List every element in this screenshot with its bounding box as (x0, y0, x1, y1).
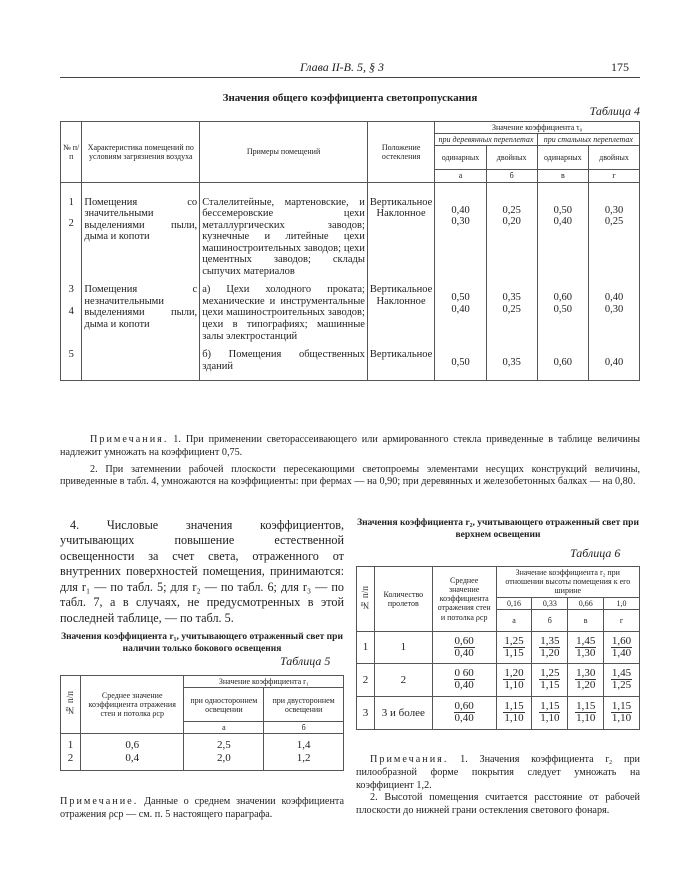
table-row (61, 278, 640, 343)
t4-col-letter-g: г (589, 170, 640, 182)
note-heading: Примечание. (60, 796, 139, 807)
table5-label: Таблица 5 (280, 654, 331, 668)
t4-row-num (61, 278, 82, 343)
table6-note-2: 2. Высотой помещения считается расстояние от рабочей плоскости до нижней грани остекления светового фонаря. (356, 792, 640, 816)
t4-row-b (486, 278, 537, 343)
value: 0,40 (454, 646, 474, 659)
t6-col-letter-a: а (496, 609, 532, 631)
t5-header-one-sided: при одностороннем освещении (184, 688, 264, 722)
t4-header-single-steel: одинарных (537, 146, 588, 170)
row-number: 2 (67, 752, 74, 765)
t4-col-letter-v: в (537, 170, 588, 182)
value: 0,40 (454, 712, 474, 725)
t5-header-two-sided: при двустороннем освещении (264, 688, 344, 722)
value: 1,20 (576, 679, 596, 692)
page-number: 175 (611, 60, 629, 74)
value: 0,35 (502, 357, 521, 369)
t4-header-double-steel: двойных (589, 146, 640, 170)
value: 0,60 (553, 357, 573, 369)
t4-header-num: № п/п (61, 122, 82, 183)
t6-col-letter-v: в (568, 609, 604, 631)
t4-row-position (367, 343, 434, 381)
table4-title: Значения общего коэффициента светопропускания (222, 92, 478, 104)
value: 0 60 (454, 667, 474, 680)
t4-row-v (537, 278, 588, 343)
t4-header-characteristic: Характеристика помещений по условиям загрязнения воздуха (82, 122, 200, 183)
value: 1,4 (296, 739, 311, 752)
value: 1,10 (540, 712, 560, 725)
table5 (60, 675, 344, 771)
t4-col-letter-b: б (486, 170, 537, 182)
t6-header-avg: Среднее значение коэффициента отражения стен и потолка ρср (432, 567, 496, 632)
value: 1,15 (540, 679, 560, 692)
t4-header-position: Положение остекления (367, 122, 434, 183)
t6-row-num: 2 (357, 664, 375, 697)
value: 1,10 (504, 712, 524, 725)
table4 (60, 121, 640, 381)
t4-row-num (61, 343, 82, 381)
t4-col-letter-a: а (435, 170, 486, 182)
value: 1,30 (576, 667, 596, 680)
t4-row-b (486, 182, 537, 278)
value: 0,40 (604, 357, 624, 369)
t4-row-a (435, 343, 486, 381)
row-number: 5 (68, 349, 74, 361)
t4-header-coef: Значение коэффициента τ₀ (435, 122, 640, 134)
table4-note-1 (60, 434, 640, 460)
row-number: 4 (68, 305, 74, 317)
value: 1,2 (296, 752, 311, 765)
value: 0,40 (451, 303, 470, 315)
t4-header-wood: при деревянных переплетах (435, 134, 537, 146)
value: 0,20 (502, 216, 521, 228)
table4-label: Таблица 4 (589, 104, 640, 118)
value: 1,20 (540, 646, 560, 659)
t6-row-avg (432, 631, 496, 664)
value: 1,45 (576, 634, 596, 647)
notes-heading: Примечания. (90, 434, 169, 445)
value: 0,40 (553, 216, 573, 228)
table-row (61, 734, 344, 770)
value: 1,45 (611, 667, 632, 680)
table6-notes (356, 754, 640, 818)
t4-row-characteristic: Помещения со значительными выделениями пыли, дыма и копоти (82, 182, 200, 278)
table-row (357, 697, 640, 730)
paragraph-4 (60, 518, 344, 626)
t4-header-double-wood: двойных (486, 146, 537, 170)
value: 1,15 (504, 646, 524, 659)
t6-row-a (496, 664, 532, 697)
note-text: 1. При применении светорассеивающего или армированного стекла приведенные в таблице величины надлежит умножать на коэффициент 0,75. (60, 434, 641, 458)
value: 1,35 (540, 634, 560, 647)
t6-row-g (604, 664, 640, 697)
t5-row-num (61, 734, 81, 770)
value: 1,10 (611, 712, 632, 725)
t6-header-ratio-4: 1,0 (604, 597, 640, 609)
value: 0,50 (553, 204, 573, 216)
t6-row-v (568, 631, 604, 664)
t6-row-spans: 3 и более (374, 697, 432, 730)
t4-header-examples: Примеры помещений (200, 122, 368, 183)
t4-header-steel: при стальных переплетах (537, 134, 639, 146)
t6-row-v (568, 697, 604, 730)
t6-row-a (496, 631, 532, 664)
value: 0,30 (451, 216, 470, 228)
value: 1,10 (504, 679, 524, 692)
glazing-position: Наклонное (376, 295, 426, 307)
table4-notes (60, 434, 640, 493)
t6-row-avg (432, 697, 496, 730)
value: 0,50 (451, 292, 470, 304)
value: 0,30 (604, 303, 624, 315)
t4-header-single-wood: одинарных (435, 146, 486, 170)
glazing-position: Наклонное (376, 208, 426, 220)
t4-row-g (589, 182, 640, 278)
value: 0,30 (604, 204, 624, 216)
value: 0,4 (125, 752, 140, 765)
t6-header-coef: Значение коэффициента r₂ при отношении высоты помещения к его ширине (496, 567, 639, 598)
glazing-position: Вертикальное (369, 196, 433, 208)
t5-header-avg: Среднее значение коэффициента отражения стен и потолка ρср (80, 676, 184, 734)
t6-row-g (604, 631, 640, 664)
t4-row-v (537, 182, 588, 278)
table4-note-2: 2. При затемнении рабочей плоскости пересекающими светопроемы элементами несущих конструкций величины, приведенные в табл. 4, умножаются на коэффициенты: при фермах — на 0,90; при деревянных и железобетонных балках — на 0,80. (60, 463, 640, 488)
t6-header-spans: Количество пролетов (374, 567, 432, 632)
t4-row-b (486, 343, 537, 381)
value: 0,50 (451, 357, 470, 369)
t4-row-examples: Сталелитейные, мартеновские, и бессемеровские цехи металлургических заводов; кузнечные и литейные цехи машиностроительных заводов; цехи цементных заводов; склады сыпучих материалов (200, 182, 368, 278)
note-text: 1. Значения коэффициента r₂ при пилообразной форме покрытия следует умножать на коэффициент 1,2. (356, 754, 640, 791)
paragraph-text: 4. Числовые значения коэффициентов, учитывающих повышение естественной освещенности за счет света, отраженного от внутренних поверхностей помещения, принимаются: для r₁ — по табл. 5; для r₂ — по табл. 6; для r₃ — по табл. 7, а в случаях, не предусмотренных в этой последней таблице, — по табл. 5. (60, 518, 344, 625)
t4-row-v (537, 343, 588, 381)
value: 0,40 (454, 679, 474, 692)
t5-header-coef: Значение коэффициента r₁ (184, 676, 344, 688)
table5-title: Значения коэффициента r₁, учитывающего отраженный свет при наличии только бокового освещения (61, 632, 343, 654)
t6-col-letter-b: б (532, 609, 568, 631)
table6-label: Таблица 6 (570, 546, 621, 560)
table6-note-1 (356, 754, 640, 792)
value: 0,50 (553, 303, 573, 315)
value: 1,15 (611, 700, 632, 713)
page-header (0, 60, 700, 82)
t5-row-avg (80, 734, 184, 770)
t6-header-ratio-3: 0,66 (568, 597, 604, 609)
row-number: 1 (68, 196, 74, 208)
t4-row-g (589, 343, 640, 381)
t6-row-a (496, 697, 532, 730)
t6-row-num: 3 (357, 697, 375, 730)
value: 1,30 (576, 646, 596, 659)
t6-header-ratio-2: 0,33 (532, 597, 568, 609)
row-number: 3 (68, 284, 74, 296)
note-text: Данные о среднем значении коэффициента отражения ρср — см. п. 5 настоящего параграфа. (60, 796, 344, 820)
value: 0,25 (502, 303, 521, 315)
value: 1,15 (504, 700, 524, 713)
table5-note (60, 796, 344, 822)
notes-heading: Примечания. (370, 754, 449, 765)
t4-row-examples: б) Помещения общественных зданий (200, 343, 368, 381)
value: 1,20 (504, 667, 524, 680)
value: 1,40 (611, 646, 632, 659)
t6-row-v (568, 664, 604, 697)
t5-col-letter-a: а (184, 722, 264, 734)
t6-header-num (357, 567, 375, 632)
value: 0,60 (454, 634, 474, 647)
t6-row-avg (432, 664, 496, 697)
value: 2,0 (216, 752, 231, 765)
value: 0,6 (125, 739, 140, 752)
header-rule (60, 77, 640, 78)
value: 0,40 (604, 292, 624, 304)
value: 2,5 (216, 739, 231, 752)
t4-row-characteristic (82, 343, 200, 381)
t5-row-a (184, 734, 264, 770)
value: 1,10 (576, 712, 596, 725)
t4-row-position (367, 278, 434, 343)
value: 1,25 (504, 634, 524, 647)
table6 (356, 566, 640, 730)
t6-row-b (532, 697, 568, 730)
t6-row-b (532, 664, 568, 697)
t6-row-num: 1 (357, 631, 375, 664)
row-number: 1 (67, 739, 74, 752)
table-row (61, 182, 640, 278)
t4-row-characteristic: Помещения с незначительными выделениями пыли, дыма и копоти (82, 278, 200, 343)
t5-header-num-text: № п/п (65, 691, 76, 716)
value: 0,25 (502, 204, 521, 216)
value: 0,40 (451, 204, 470, 216)
value: 0,25 (604, 216, 624, 228)
t6-header-ratio-1: 0,16 (496, 597, 532, 609)
t4-row-g (589, 278, 640, 343)
value: 0,60 (553, 292, 573, 304)
row-number: 2 (68, 218, 74, 230)
t6-row-g (604, 697, 640, 730)
t6-row-spans: 1 (374, 631, 432, 664)
glazing-position: Вертикальное (369, 284, 433, 296)
t4-row-position (367, 182, 434, 278)
table-row (357, 664, 640, 697)
t4-row-num (61, 182, 82, 278)
t4-row-a (435, 278, 486, 343)
t4-row-a (435, 182, 486, 278)
value: 1,15 (576, 700, 596, 713)
t5-col-letter-b: б (264, 722, 344, 734)
value: 0,60 (454, 700, 474, 713)
t6-row-spans: 2 (374, 664, 432, 697)
table6-title: Значения коэффициента r₂, учитывающего отраженный свет при верхнем освещении (357, 518, 639, 540)
t4-row-examples: а) Цехи холодного проката; механические и инструментальные цехи машиностроительных заводов; цехи в типографиях; машинные залы электростанций (200, 278, 368, 343)
value: 1,25 (611, 679, 632, 692)
t5-row-b (264, 734, 344, 770)
t6-header-num-text: № п/п (360, 585, 371, 610)
value: 1,15 (540, 700, 560, 713)
glazing-position: Вертикальное (369, 349, 433, 361)
value: 0,35 (502, 292, 521, 304)
t6-row-b (532, 631, 568, 664)
t6-col-letter-g: г (604, 609, 640, 631)
chapter-reference: Глава II-В. 5, § 3 (300, 60, 385, 74)
value: 1,60 (611, 634, 632, 647)
value: 1,25 (540, 667, 560, 680)
table-row (357, 631, 640, 664)
table-row (61, 343, 640, 381)
t5-header-num (61, 676, 81, 734)
